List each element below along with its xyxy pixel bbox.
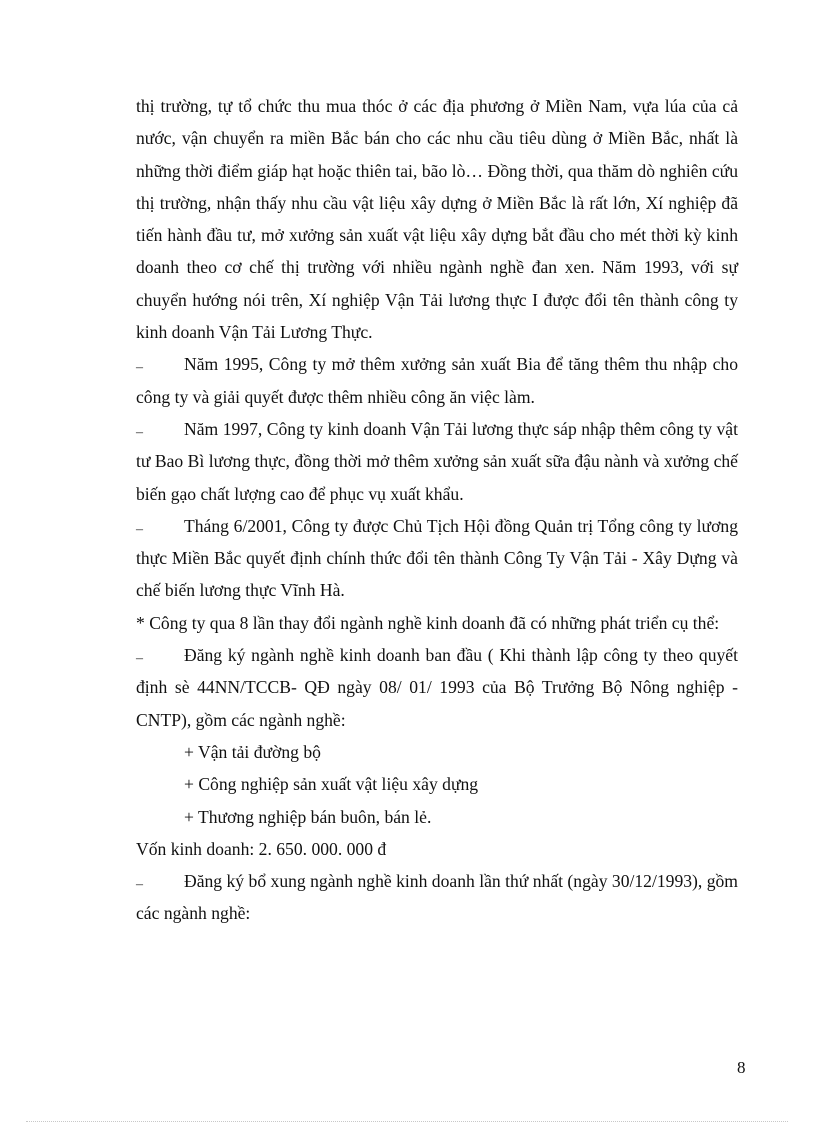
bullet-item-1997 [136,413,738,510]
dash-bullet-icon: – [136,521,143,537]
sub-item-road-transport: + Vận tải đường bộ [184,741,321,762]
page-number: 8 [737,1058,746,1077]
bullet-text: Năm 1997, Công ty kinh doanh Vận Tải lương thực sáp nhập thêm công ty vật tư Bao Bì lương thực, đồng thời mở thêm xưởng sản xuất sữa đậu nành và xưởng chế biến gạo chất lượng cao để phục vụ xuất khẩu. [136,418,738,504]
dash-bullet-icon: – [136,424,143,440]
paragraph-business-changes: * Công ty qua 8 lần thay đổi ngành nghề kinh doanh đã có những phát triển cụ thể: [136,612,720,633]
bullet-text: Năm 1995, Công ty mở thêm xưởng sản xuất Bia để tăng thêm thu nhập cho công ty và giải quyết được thêm nhiều công ăn việc làm. [136,354,738,407]
bullet-item-initial-registration [136,639,738,736]
dash-bullet-icon: – [136,877,143,893]
footer-divider [26,1121,788,1122]
paragraph-company-history: thị trường, tự tổ chức thu mua thóc ở các địa phương ở Miền Nam, vựa lúa của cả nước, vận chuyển ra miền Bắc bán cho các nhu cầu tiêu dùng ở Miền Bắc, nhất là những thời điểm giáp hạt hoặc thiên tai, bão lò… Đồng thời, qua thăm dò nghiên cứu thị trường, nhận thấy nhu cầu vật liệu xây dựng ở Miền Bắc là rất lớn, Xí nghiệp đã tiến hành đầu tư, mở xưởng sản xuất vật liệu xây dựng bắt đầu cho mét thời kỳ kinh doanh theo cơ chế thị trường với nhiều ngành nghề đan xen. Năm 1993, với sự chuyển hướng nói trên, Xí nghiệp Vận Tải lương thực I được đổi tên thành công ty kinh doanh Vận Tải Lương Thực. [136,96,738,343]
bullet-item-first-amendment [136,865,738,930]
dash-bullet-icon: – [136,651,143,667]
bullet-text: Tháng 6/2001, Công ty được Chủ Tịch Hội đồng Quản trị Tổng công ty lương thực Miền Bắc quyết định chính thức đổi tên thành Công Ty Vận Tải - Xây Dựng và chế biến lương thực Vĩnh Hà. [136,515,738,601]
page-body [136,90,738,930]
dash-bullet-icon: – [136,360,143,376]
sub-item-trade: + Thương nghiệp bán buôn, bán lẻ. [184,806,432,827]
bullet-text: Đăng ký ngành nghề kinh doanh ban đầu ( Khi thành lập công ty theo quyết định sè 44NN/TCCB- QĐ ngày 08/ 01/ 1993 của Bộ Trưởng Bộ Nông nghiệp - CNTP), gồm các ngành nghề: [136,645,738,730]
paragraph-capital: Vốn kinh doanh: 2. 650. 000. 000 đ [136,838,387,859]
bullet-item-1995 [136,348,738,413]
bullet-text: Đăng ký bổ xung ngành nghề kinh doanh lần thứ nhất (ngày 30/12/1993), gồm các ngành nghề: [136,871,738,924]
sub-item-construction-materials: + Công nghiệp sản xuất vật liệu xây dựng [184,774,479,795]
bullet-item-2001 [136,510,738,607]
